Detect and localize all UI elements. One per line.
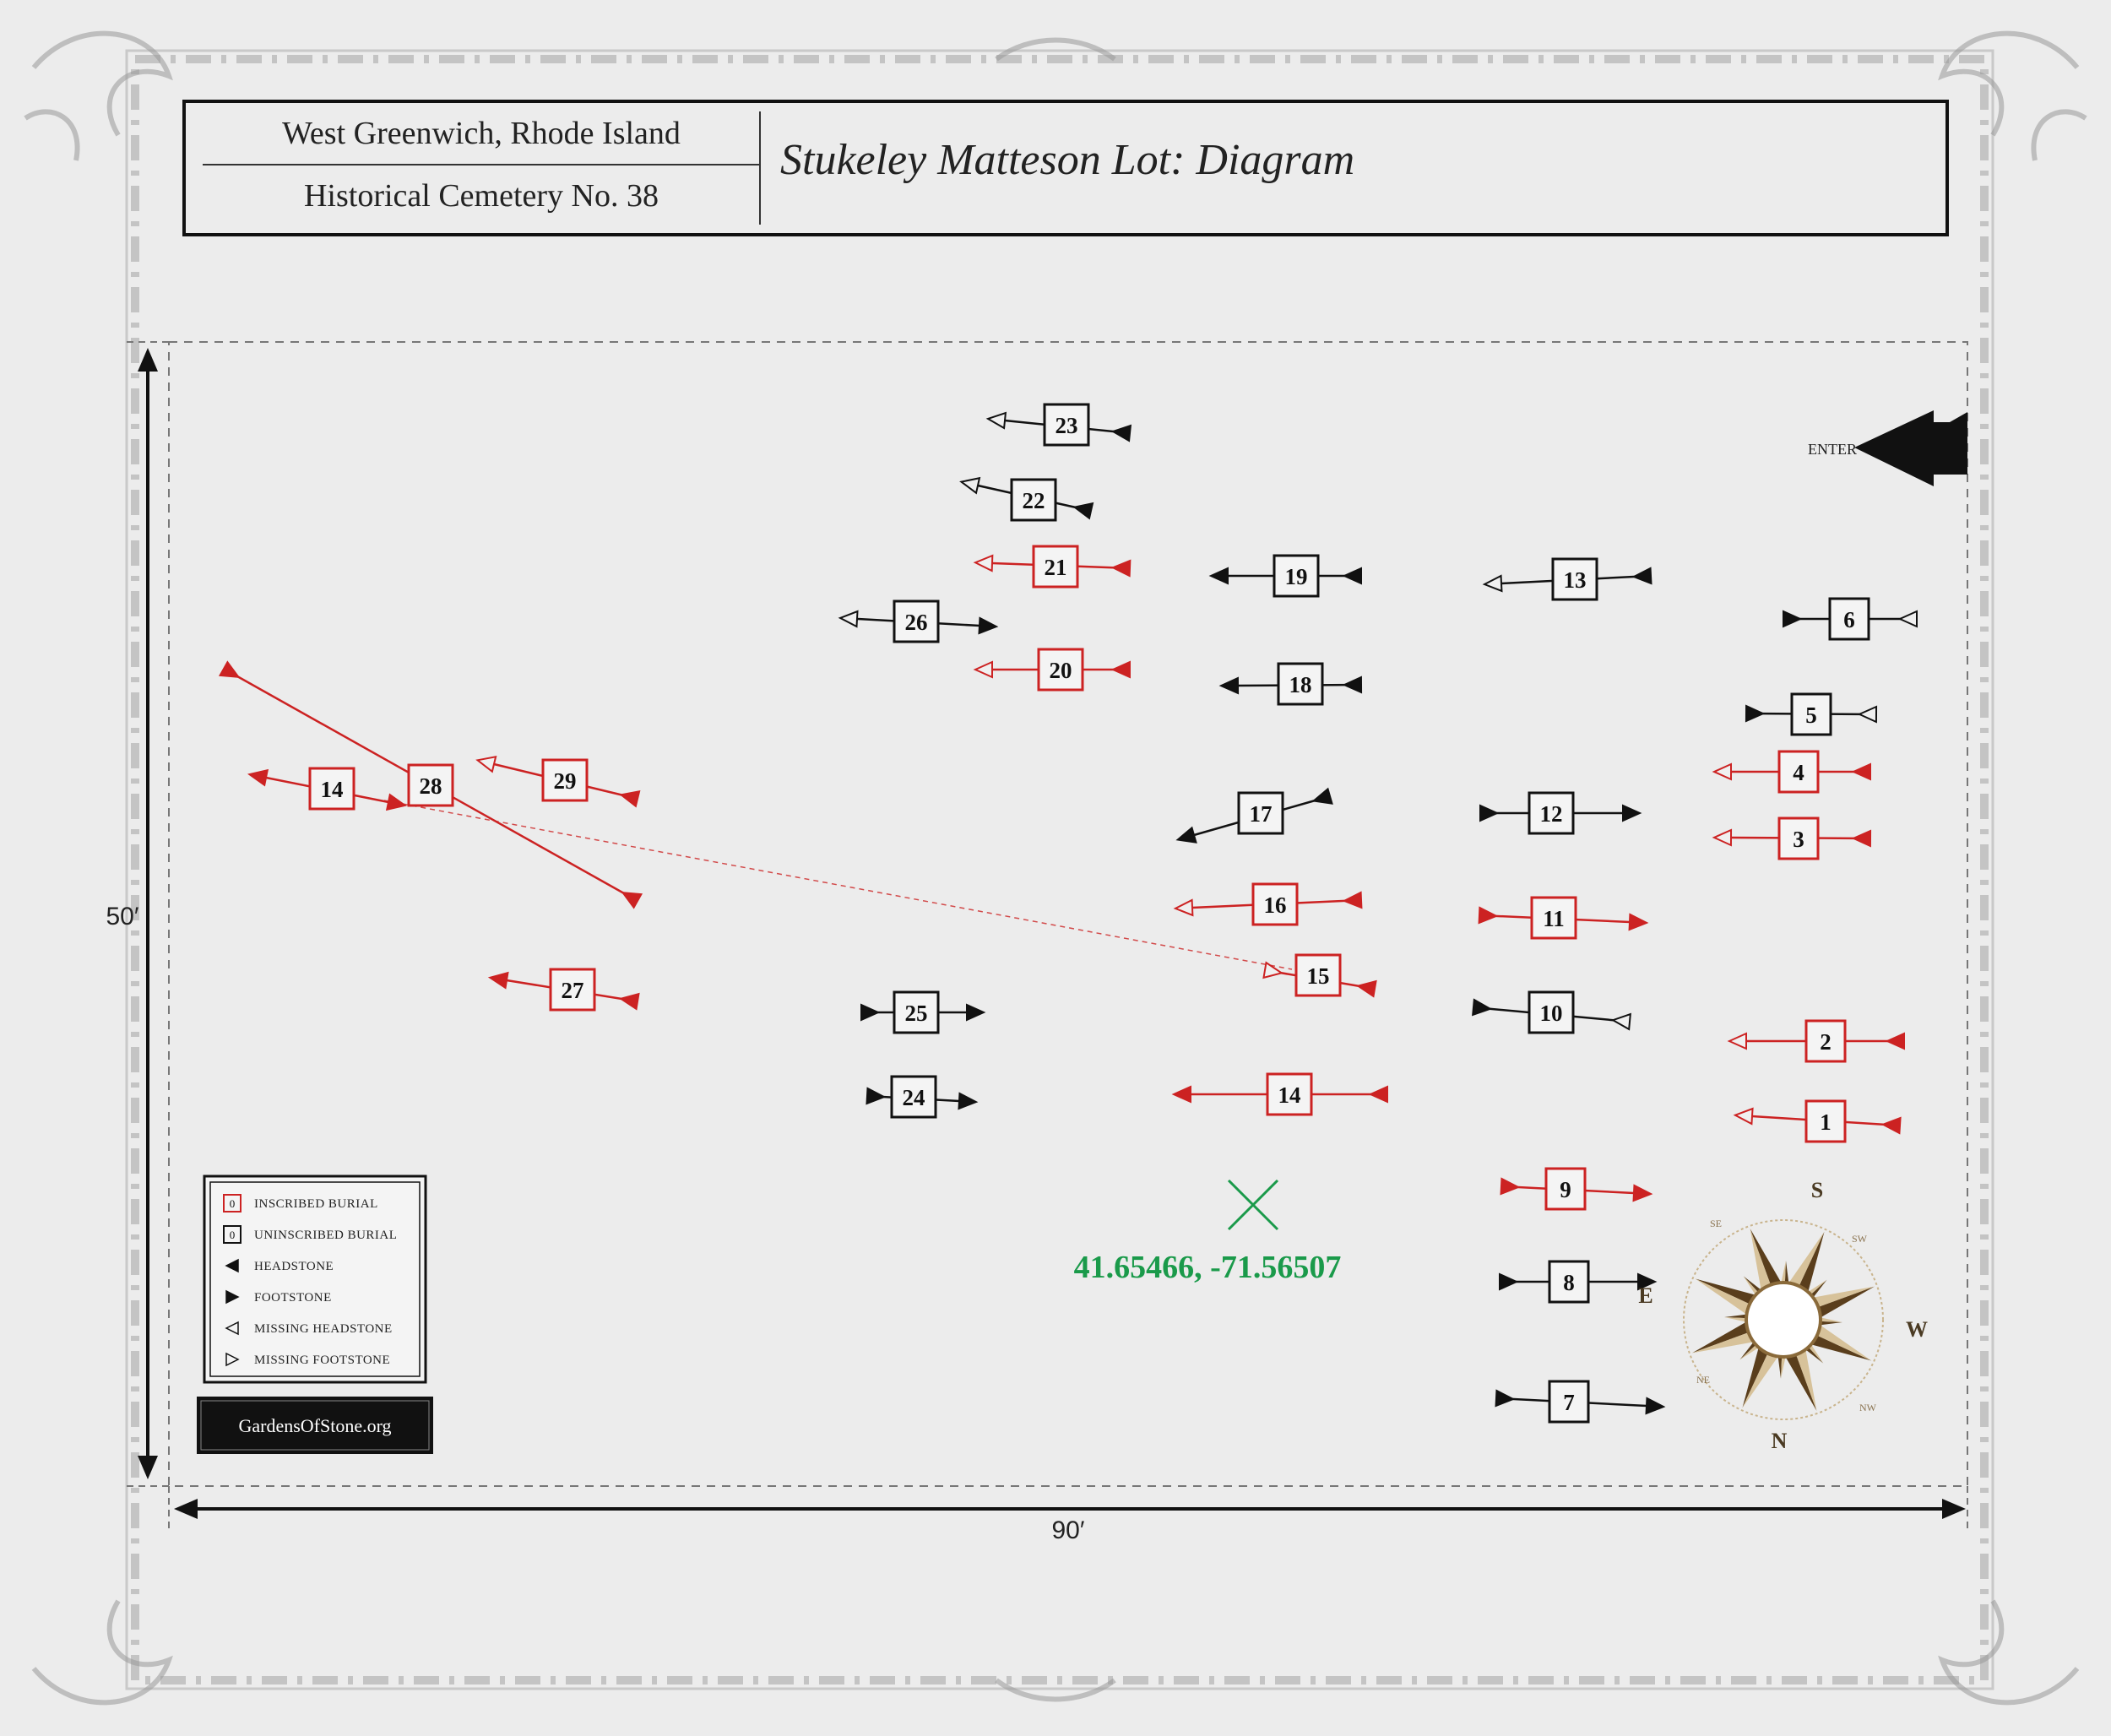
burials-layer [220,404,1917,1422]
legend-label: INSCRIBED BURIAL [254,1197,378,1211]
burial-number: 1 [1820,1109,1832,1135]
stone-marker-icon [1900,611,1917,627]
stone-marker-icon [1735,1109,1753,1124]
stone-marker-icon [490,973,507,988]
stone-marker-icon [621,994,638,1009]
stone-marker-icon [1263,963,1281,978]
stone-marker-icon [1496,1391,1513,1406]
entrance-arrow [1854,410,1967,486]
stone-marker-icon [1714,830,1731,845]
burial-number: 19 [1284,564,1308,589]
compass-intercardinal: SE [1709,1218,1723,1229]
gps-coordinates: 41.65466, -71.56507 [1073,1250,1342,1285]
burial-number: 23 [1055,413,1078,438]
burial-number: 25 [904,1001,928,1026]
width-label: 90′ [1051,1516,1085,1544]
burial-number: 27 [561,978,584,1003]
stone-marker-icon [1501,1179,1518,1194]
stone-marker-icon [1174,1087,1191,1102]
compass-intercardinal: NW [1859,1402,1876,1413]
stone-marker-icon [1613,1014,1631,1029]
burial-number: 12 [1539,801,1563,827]
burial-number: 14 [320,777,344,802]
burial-number: 14 [1278,1082,1301,1108]
legend-label: MISSING HEADSTONE [254,1322,393,1336]
burial-11[interactable] [1479,898,1647,938]
cemetery-number: Historical Cemetery No. 38 [303,178,659,214]
burial-12[interactable] [1480,793,1640,833]
burial-14[interactable] [1174,1074,1387,1115]
burial-number: 15 [1306,963,1330,989]
stone-marker-icon [959,1093,976,1109]
compass-intercardinal: NE [1696,1374,1710,1386]
lot-boundary [169,342,1967,1486]
stone-marker-icon [1887,1033,1904,1049]
stone-marker-icon [1211,568,1228,583]
connector-line [384,800,1292,969]
burial-24[interactable] [867,1077,976,1117]
legend [204,1176,426,1382]
stone-marker-icon [1479,908,1496,923]
burial-number: 11 [1543,906,1565,931]
burial-number: 17 [1249,801,1273,827]
burial-5[interactable] [1746,694,1876,735]
burial-8[interactable] [1500,1261,1655,1302]
burial-25[interactable] [861,992,984,1033]
legend-label: UNINSCRIBED BURIAL [254,1229,398,1242]
burial-number: 20 [1049,658,1072,683]
burial-17[interactable] [1178,789,1332,842]
stone-marker-icon [1853,764,1870,779]
burial-1[interactable] [1735,1101,1901,1142]
burial-number: 10 [1539,1001,1563,1026]
stone-marker-icon [861,1005,878,1020]
entrance-label: ENTER [1808,441,1857,458]
stone-marker-icon [1314,789,1332,803]
burial-22[interactable] [961,478,1092,520]
compass-intercardinal: SW [1852,1233,1867,1245]
burial-18[interactable] [1221,664,1361,704]
stone-marker-icon [1783,611,1800,627]
burial-number: 8 [1563,1270,1575,1295]
stone-marker-icon [1634,568,1651,583]
stone-marker-icon [623,892,642,908]
burial-number: 16 [1263,892,1287,918]
stone-marker-icon [1074,503,1092,518]
stone-marker-icon [1480,806,1497,821]
burial-29[interactable] [478,757,640,806]
burial-16[interactable] [1175,884,1361,925]
stone-marker-icon [1344,677,1361,692]
burial-13[interactable] [1484,559,1651,599]
stone-marker-icon [1647,1398,1663,1413]
stone-marker-icon [220,662,239,677]
page-title: Stukeley Matteson Lot: Diagram [780,136,1355,184]
burial-number: 28 [419,773,442,799]
burial-9[interactable] [1501,1169,1651,1209]
burial-number: 24 [902,1085,925,1110]
stone-marker-icon [249,770,267,785]
stone-marker-icon [1370,1087,1387,1102]
stone-marker-icon [967,1005,984,1020]
stone-marker-icon [1113,426,1131,441]
burial-number: 26 [904,610,928,635]
legend-label: HEADSTONE [254,1260,334,1273]
burial-19[interactable] [1211,556,1361,596]
burial-21[interactable] [975,546,1130,587]
stone-marker-icon [1178,827,1197,842]
stone-marker-icon [867,1088,884,1104]
burial-2[interactable] [1729,1021,1904,1061]
website-label: GardensOfStone.org [238,1415,392,1436]
gps-marker-icon [1229,1180,1278,1229]
burial-6[interactable] [1783,599,1917,639]
height-label: 50′ [106,903,139,930]
stone-marker-icon [1113,561,1130,576]
burial-14[interactable] [249,768,404,810]
compass-cardinal: N [1771,1429,1788,1453]
stone-marker-icon [1714,764,1731,779]
stone-marker-icon [1634,1185,1651,1201]
stone-marker-icon [961,478,979,493]
stone-marker-icon [1473,1000,1490,1015]
stone-marker-icon [840,611,857,627]
stone-marker-icon [1344,892,1361,908]
compass-cardinal: E [1638,1283,1653,1308]
stone-marker-icon [1883,1118,1901,1133]
stone-marker-icon [478,757,497,771]
burial-number: 18 [1289,672,1312,697]
burial-number: 2 [1820,1029,1832,1055]
burial-number: 9 [1560,1177,1571,1202]
stone-marker-icon [1729,1033,1746,1049]
legend-swatch-label: 0 [229,1197,236,1210]
burial-number: 5 [1805,703,1817,728]
stone-marker-icon [621,791,640,806]
burial-number: 6 [1843,607,1855,632]
burial-7[interactable] [1496,1381,1663,1422]
stone-marker-icon [1746,706,1763,721]
legend-swatch-label: 0 [229,1229,236,1241]
burial-20[interactable] [975,649,1130,690]
stone-marker-icon [980,618,996,633]
burial-number: 13 [1563,567,1587,593]
burial-number: 3 [1793,827,1804,852]
stone-marker-icon [1859,707,1876,722]
stone-marker-icon [988,413,1006,428]
stone-marker-icon [975,662,992,677]
compass-cardinal: S [1810,1178,1824,1202]
stone-marker-icon [1175,900,1192,915]
burial-10[interactable] [1473,992,1631,1033]
burial-3[interactable] [1714,818,1870,859]
stone-marker-icon [1113,662,1130,677]
burial-23[interactable] [988,404,1131,445]
stone-marker-icon [1344,568,1361,583]
burial-27[interactable] [490,969,638,1010]
height-dimension [138,348,158,1479]
compass-cardinal: W [1906,1317,1928,1342]
burial-number: 29 [553,768,577,794]
burial-number: 21 [1044,555,1067,580]
stone-marker-icon [975,556,992,571]
stone-marker-icon [1630,914,1647,930]
legend-label: MISSING FOOTSTONE [254,1354,391,1367]
burial-number: 7 [1563,1390,1575,1415]
stone-marker-icon [1484,576,1501,591]
location-town: West Greenwich, Rhode Island [282,116,681,151]
burial-26[interactable] [840,601,996,642]
compass-center [1746,1283,1821,1357]
legend-label: FOOTSTONE [254,1291,332,1305]
stone-marker-icon [1853,831,1870,846]
stone-marker-icon [1500,1274,1517,1289]
stone-marker-icon [1623,806,1640,821]
stone-marker-icon [1221,678,1238,693]
burial-15[interactable] [1263,955,1376,996]
burial-4[interactable] [1714,751,1870,792]
compass-rose-icon [1638,1178,1928,1453]
stone-marker-icon [1358,981,1376,996]
burial-number: 4 [1793,760,1804,785]
burial-number: 22 [1022,488,1045,513]
